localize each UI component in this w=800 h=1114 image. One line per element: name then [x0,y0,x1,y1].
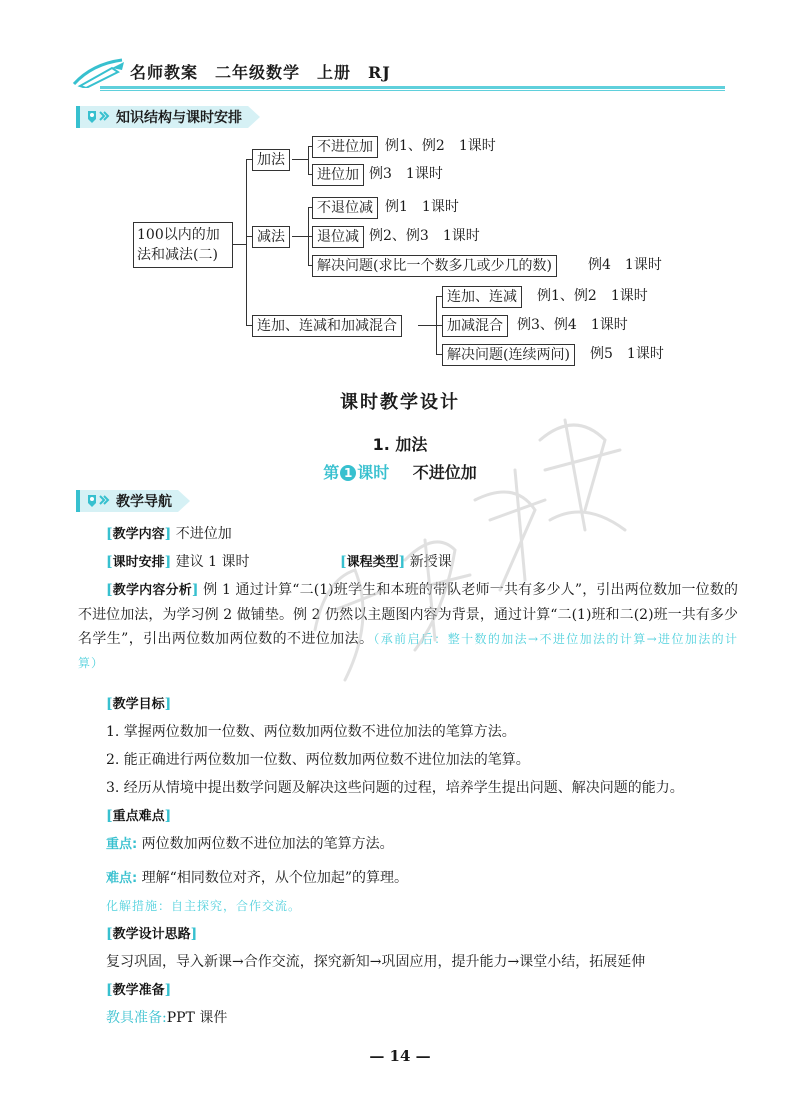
content-value: 不进位加 [175,526,232,542]
design-title: 课时教学设计 [340,392,460,413]
header-divider-thin [100,90,725,91]
tree-root [133,222,233,268]
label-content: 教学内容 [112,527,165,542]
tree-branch-addition: 加法 [252,149,290,171]
label-schedule: 课时安排 [112,555,165,570]
objective-1: 1. 掌握两位数加一位数、两位数加两位数不进位加法的笔算方法。 [106,724,516,740]
preparation-heading-row: [教学准备] [106,982,172,998]
objective-2: 2. 能正确进行两位数加一位数、两位数加两位数不进位加法的笔算。 [106,752,530,768]
label-preparation: 教学准备 [112,983,165,998]
difficulty-text: 理解“相同数位对齐，从个位加起”的算理。 [141,870,408,886]
resolution-note-text: 化解措施：自主探究，合作交流。 [106,899,302,913]
page-number: — 14 — [369,1047,431,1065]
tree-leaf-detail: 例1、例2 1课时 [537,288,648,304]
lesson-name: 不进位加 [412,463,477,482]
keypoints-heading-row: [重点难点] [106,808,172,824]
tree-branch-mixed: 连加、连减和加减混合 [252,315,402,337]
preparation-text: PPT 课件 [166,1010,228,1026]
section-nav-title: 教学导航 [116,494,172,510]
analysis-note: （承前启后：整十数的加法→不进位加法的计算→进位加法的计算） [78,632,739,670]
badge-tail [178,490,190,512]
tree-leaf-detail: 例2、例3 1课时 [369,228,480,244]
schedule-value: 建议 1 课时 [175,554,250,570]
objective-3: 3. 经历从情境中提出数学问题及解决这些问题的过程，培养学生提出问题、解决问题的能力。 [106,780,684,796]
tree-leaf-detail: 例3、例4 1课时 [517,317,628,333]
tree-leaf-no-borrow-sub: 不退位减 [312,197,378,219]
tree-leaf-mixed-ops: 加减混合 [442,315,508,337]
schedule-row: [课时安排] 建议 1 课时 [课程类型] 新授课 [106,554,452,570]
tree-root-line2: 法和减法(二) [137,247,218,263]
label-key-points: 重点难点 [112,809,165,824]
label-design-idea: 教学设计思路 [112,927,191,942]
header-divider [100,86,725,89]
tree-leaf-detail: 例1 1课时 [385,199,459,215]
section-icon [84,109,110,125]
analysis-paragraph: [教学内容分析] 例 1 通过计算“二(1)班学生和本班的带队老师一共有多少人”，引出两位数加一位数的不进位加法，为学习例 2 做铺垫。例 2 仍然以主题图内容为背景，通过计算“二(1)班和二(2)班一共有多少名学生”，引出两位数加两位数的不进位加法。（承前启后：整十数的加法→不进位加法的计算→进位加法的计算） [78,582,739,670]
section-nav-badge [76,490,190,512]
lesson-heading [0,460,800,483]
preparation-row [78,1006,738,1030]
resolution-note [78,894,738,918]
label-analysis: 教学内容分析 [112,583,192,598]
tree-leaf-two-step-problem: 解决问题(连续两问) [442,344,575,366]
tree-leaf-carry-add: 进位加 [312,164,364,186]
lesson-number-badge: 1 [340,465,356,481]
design-idea-heading-row: [教学设计思路] [106,926,198,942]
badge-tail [248,106,260,128]
label-type: 课程类型 [346,555,399,570]
tree-leaf-detail: 例4 1课时 [588,257,662,273]
difficulty-row [78,866,738,891]
section-structure-title: 知识结构与课时安排 [116,110,242,126]
section-icon [84,493,110,509]
tree-leaf-detail: 例1、例2 1课时 [385,138,496,154]
content-row: [教学内容] 不进位加 [106,526,232,542]
tree-leaf-consecutive: 连加、连减 [442,286,522,308]
label-objectives: 教学目标 [112,697,165,712]
tree-leaf-detail: 例5 1课时 [590,346,664,362]
analysis-text: 例 1 通过计算“二(1)班学生和本班的带队老师一共有多少人”，引出两位数加一位数的不进位加法，为学习例 2 做铺垫。例 2 仍然以主题图内容为背景，通过计算“二(1)班和二(2)班一共有多少名学生”，引出两位数加两位数的不进位加法。 [78,582,739,647]
difficulty-label: 难点: [106,871,138,886]
key-point-text: 两位数加两位数不进位加法的笔算方法。 [141,836,394,852]
key-point-label: 重点: [106,837,138,852]
chapter-title: 1. 加法 [372,435,428,454]
tree-leaf-no-carry-add: 不进位加 [312,136,378,158]
lesson-tag: 第 1 课时 [323,463,390,482]
tree-branch-subtraction: 减法 [252,226,290,248]
section-structure-badge [76,106,260,128]
tree-leaf-borrow-sub: 退位减 [312,226,364,248]
objectives-heading-row: [教学目标] [106,696,172,712]
design-idea-text: 复习巩固，导入新课→合作交流，探究新知→巩固应用，提升能力→课堂小结，拓展延伸 [106,954,646,970]
preparation-label: 教具准备: [106,1010,167,1026]
header-pencil-icon [72,56,130,88]
tree-leaf-detail: 例3 1课时 [369,166,443,182]
tree-leaf-problem-solving: 解决问题(求比一个数多几或少几的数) [312,255,557,277]
header-title: 名师教案 二年级数学 上册 RJ [130,63,391,82]
type-value: 新授课 [409,554,452,570]
key-point-row [78,832,738,857]
tree-root-line1: 100以内的加 [137,227,220,243]
